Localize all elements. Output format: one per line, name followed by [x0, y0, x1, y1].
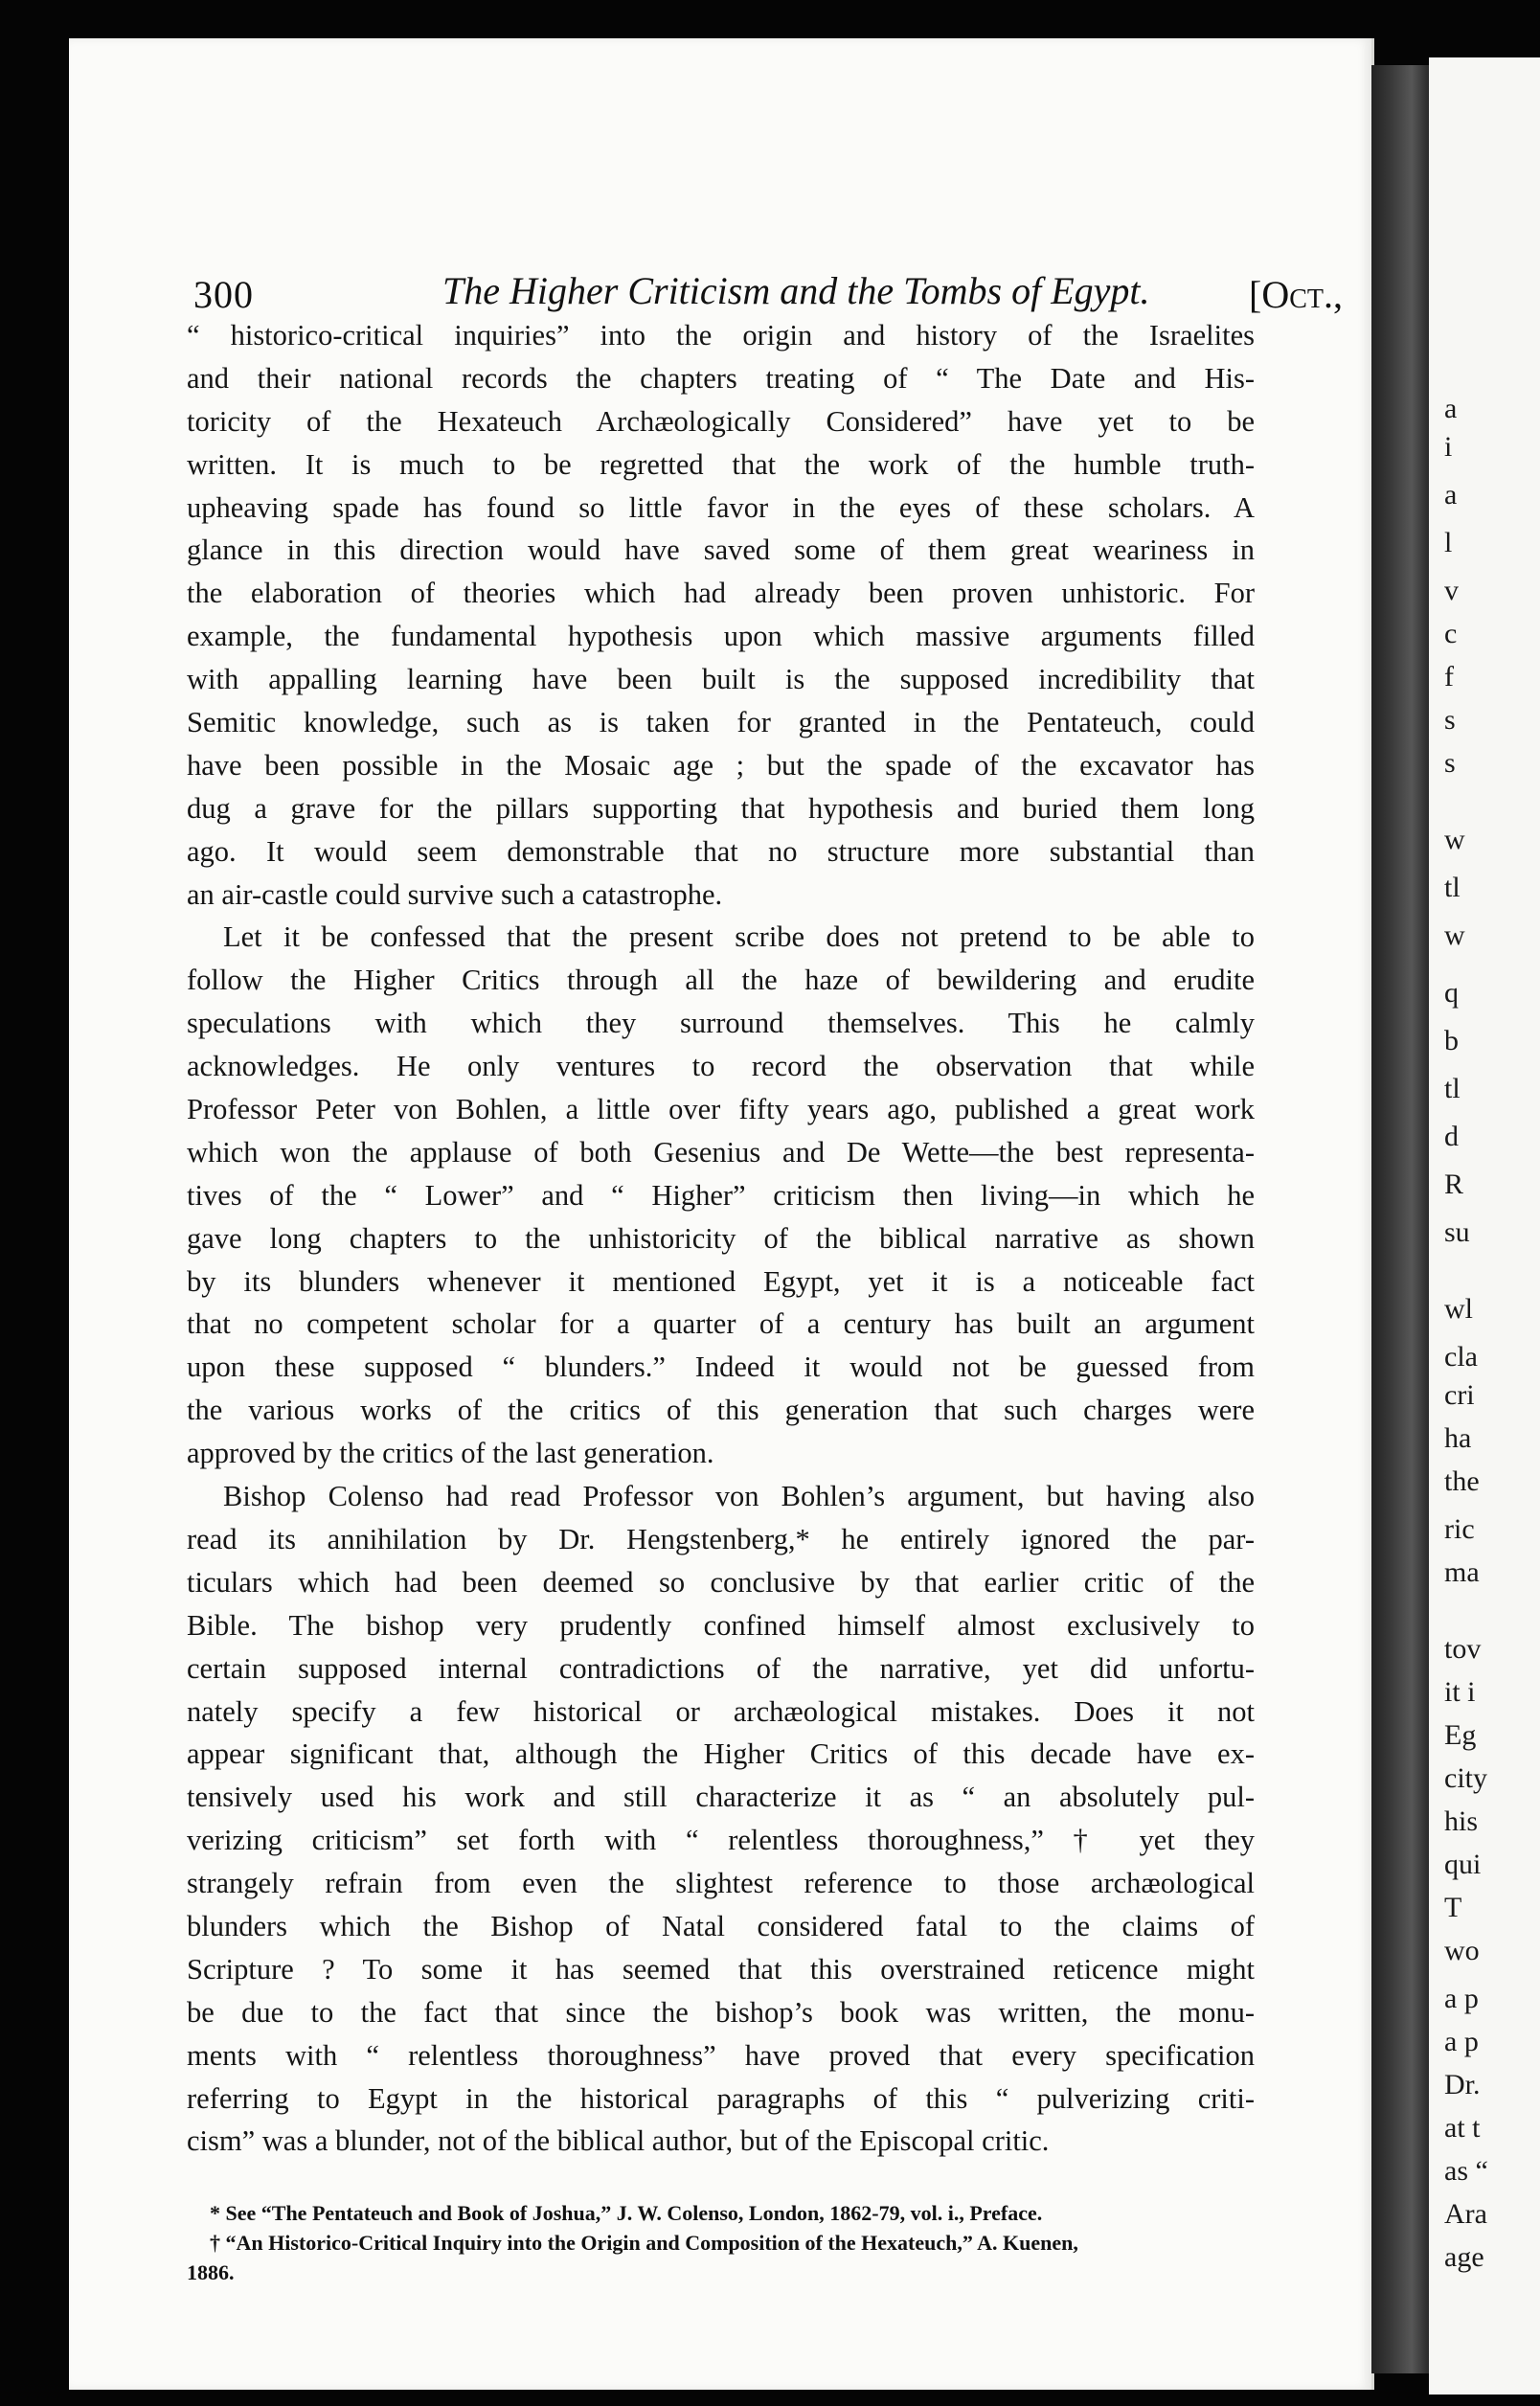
- body-line: Bible. The bishop very prudently confined himself almost exclusively to: [187, 1608, 1255, 1642]
- body-line: nately specify a few historical or archæological mistakes. Does it not: [187, 1694, 1255, 1728]
- body-line: “ historico-critical inquiries” into the origin and history of the Israelites: [187, 319, 1255, 352]
- body-line: glance in this direction would have saved some of them great weariness in: [187, 533, 1255, 567]
- body-line: follow the Higher Critics through all the haze of bewildering and erudite: [187, 964, 1255, 997]
- body-line: Semitic knowledge, such as is taken for granted in the Pentateuch, could: [187, 706, 1255, 739]
- body-line: the various works of the critics of this generation that such charges were: [187, 1394, 1255, 1427]
- body-text: [187, 314, 1255, 2163]
- body-line: Let it be confessed that the present scribe does not pretend to be able to: [223, 920, 1255, 954]
- facing-page-fragment: R: [1444, 1169, 1464, 1200]
- facing-page-fragment: at t: [1444, 2112, 1481, 2144]
- body-line: verizing criticism” set forth with “ relentless thoroughness,” † yet they: [187, 1824, 1255, 1857]
- body-line: Scripture ? To some it has seemed that this overstrained reticence might: [187, 1952, 1255, 1986]
- body-line: tensively used his work and still characterize it as “ an absolutely pul-: [187, 1781, 1255, 1814]
- body-line: gave long chapters to the unhistoricity of the biblical narrative as shown: [187, 1221, 1255, 1255]
- body-line: have been possible in the Mosaic age ; but the spade of the excavator has: [187, 748, 1255, 782]
- facing-page-fragment: l: [1444, 527, 1453, 558]
- body-line: approved by the critics of the last generation.: [187, 1437, 714, 1470]
- body-line: appear significant that, although the Higher Critics of this decade have ex-: [187, 1737, 1255, 1771]
- body-line: an air-castle could survive such a catastrophe.: [187, 877, 723, 911]
- facing-page-fragment: s: [1444, 747, 1456, 779]
- facing-page-fragment: as “: [1444, 2155, 1488, 2187]
- body-line: dug a grave for the pillars supporting that hypothesis and buried them long: [187, 791, 1255, 825]
- running-date: [Oct.,: [1249, 273, 1343, 316]
- facing-page-fragment: ha: [1444, 1422, 1472, 1454]
- facing-page-fragment: a: [1444, 393, 1458, 424]
- page-number: 300: [193, 273, 254, 316]
- facing-page-fragment: v: [1444, 575, 1459, 606]
- facing-page-fragment: it i: [1444, 1676, 1476, 1708]
- body-line: blunders which the Bishop of Natal considered fatal to the claims of: [187, 1909, 1255, 1942]
- facing-page-fragment: w: [1444, 919, 1465, 951]
- body-line: which won the applause of both Gesenius and De Wette—the best representa-: [187, 1135, 1255, 1169]
- body-line: ticulars which had been deemed so conclusive by that earlier critic of the: [187, 1565, 1255, 1599]
- facing-page-fragment: su: [1444, 1216, 1470, 1248]
- facing-page-fragment: s: [1444, 704, 1456, 736]
- body-line: speculations with which they surround themselves. This he calmly: [187, 1007, 1255, 1040]
- body-line: Bishop Colenso had read Professor von Bohlen’s argument, but having also: [223, 1480, 1255, 1513]
- facing-page-fragment: w: [1444, 824, 1465, 855]
- footnote-continuation: 1886.: [187, 2260, 235, 2284]
- book-gutter: [1371, 65, 1429, 2373]
- facing-page-edge: [1429, 57, 1540, 2395]
- body-line: be due to the fact that since the bishop’s book was written, the monu-: [187, 1995, 1255, 2029]
- body-line: written. It is much to be regretted that the work of the humble truth-: [187, 447, 1255, 481]
- footnote: † “An Historico-Critical Inquiry into the Origin and Composition of the Hexateuch,” A. Kuenen,: [210, 2231, 1078, 2255]
- facing-page-fragment: wl: [1444, 1293, 1473, 1325]
- body-line: the elaboration of theories which had already been proven unhistoric. For: [187, 577, 1255, 610]
- facing-page-fragment: f: [1444, 661, 1454, 692]
- facing-page-fragment: q: [1444, 977, 1459, 1009]
- facing-page-fragment: Dr.: [1444, 2069, 1481, 2100]
- facing-page-fragment: tov: [1444, 1633, 1482, 1665]
- body-line: and their national records the chapters treating of “ The Date and His-: [187, 361, 1255, 395]
- facing-page-fragment: cri: [1444, 1379, 1475, 1411]
- body-line: cism” was a blunder, not of the biblical author, but of the Episcopal critic.: [187, 2124, 1050, 2158]
- facing-page-fragment: cla: [1444, 1341, 1478, 1373]
- body-line: read its annihilation by Dr. Hengstenberg,* he entirely ignored the par-: [187, 1522, 1255, 1555]
- facing-page-fragment: Eg: [1444, 1719, 1477, 1751]
- facing-page-fragment: d: [1444, 1121, 1459, 1152]
- facing-page-fragment: T: [1444, 1892, 1462, 1923]
- facing-page-fragment: qui: [1444, 1849, 1482, 1880]
- facing-page-fragment: city: [1444, 1762, 1487, 1794]
- facing-page-fragment: b: [1444, 1025, 1459, 1056]
- facing-page-fragment: a p: [1444, 1983, 1479, 2014]
- facing-page-fragment: Ara: [1444, 2198, 1487, 2230]
- facing-page-fragment: tl: [1444, 872, 1461, 903]
- running-title: The Higher Criticism and the Tombs of Egypt.: [442, 269, 1150, 312]
- body-line: tives of the “ Lower” and “ Higher” criticism then living—in which he: [187, 1178, 1255, 1212]
- body-line: strangely refrain from even the slightest reference to those archæological: [187, 1867, 1255, 1900]
- facing-page-fragment: the: [1444, 1465, 1480, 1497]
- body-line: acknowledges. He only ventures to record the observation that while: [187, 1050, 1255, 1083]
- footnote: * See “The Pentateuch and Book of Joshua,” J. W. Colenso, London, 1862-79, vol. i., Preface.: [210, 2201, 1043, 2225]
- body-line: with appalling learning have been built is the supposed incredibility that: [187, 663, 1255, 696]
- body-line: Professor Peter von Bohlen, a little over fifty years ago, published a great work: [187, 1093, 1255, 1126]
- facing-page-fragment: ric: [1444, 1513, 1475, 1545]
- body-line: upheaving spade has found so little favor in the eyes of these scholars. A: [187, 490, 1255, 524]
- facing-page-fragment: a: [1444, 479, 1458, 511]
- facing-page-fragment: c: [1444, 618, 1458, 649]
- facing-page-fragment: a p: [1444, 2026, 1479, 2057]
- facing-page-fragment: tl: [1444, 1073, 1461, 1104]
- body-line: that no competent scholar for a quarter of a century has built an argument: [187, 1307, 1255, 1341]
- body-line: upon these supposed “ blunders.” Indeed it would not be guessed from: [187, 1351, 1255, 1384]
- facing-page-fragment: his: [1444, 1805, 1479, 1837]
- facing-page-fragment: i: [1444, 431, 1453, 463]
- body-line: example, the fundamental hypothesis upon which massive arguments filled: [187, 620, 1255, 653]
- body-line: by its blunders whenever it mentioned Egypt, yet it is a noticeable fact: [187, 1264, 1255, 1298]
- body-line: certain supposed internal contradictions of the narrative, yet did unfortu-: [187, 1651, 1255, 1685]
- facing-page-fragment: age: [1444, 2241, 1484, 2273]
- footnotes: [187, 2198, 1255, 2287]
- body-line: ments with “ relentless thoroughness” have proved that every specification: [187, 2038, 1255, 2072]
- facing-page-fragment: wo: [1444, 1935, 1480, 1966]
- body-line: ago. It would seem demonstrable that no structure more substantial than: [187, 834, 1255, 868]
- body-line: referring to Egypt in the historical paragraphs of this “ pulverizing criti-: [187, 2081, 1255, 2115]
- facing-page-fragment: ma: [1444, 1556, 1480, 1588]
- body-line: toricity of the Hexateuch Archæologically Considered” have yet to be: [187, 404, 1255, 438]
